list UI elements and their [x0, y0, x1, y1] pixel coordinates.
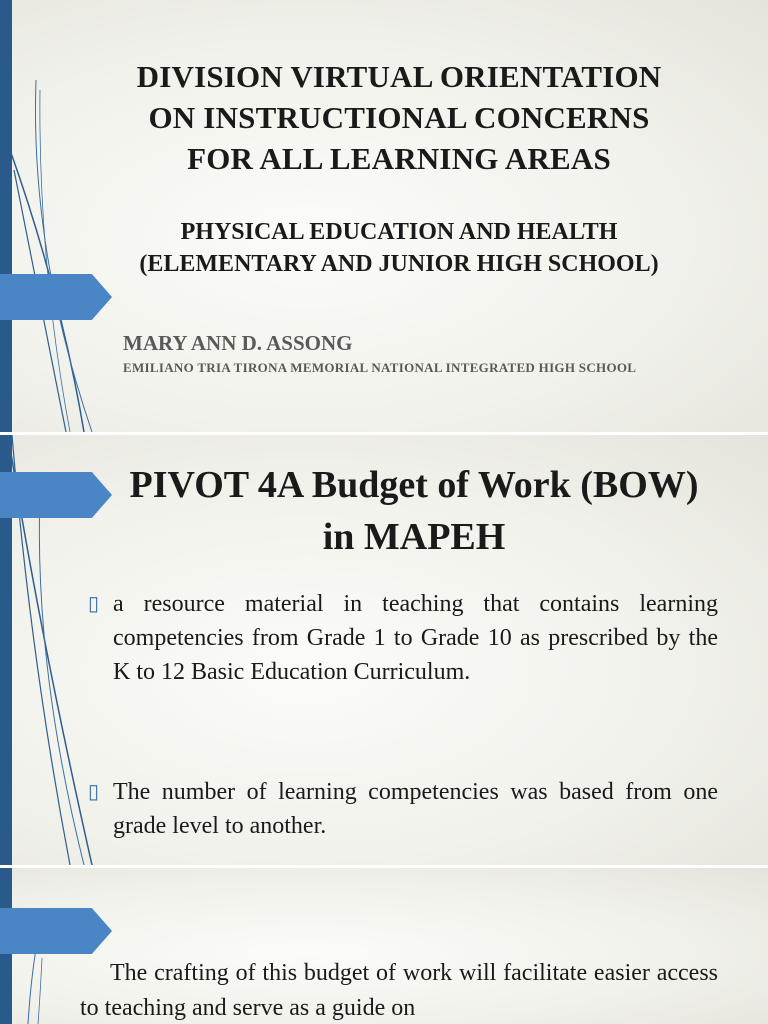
slide-paragraph: The crafting of this budget of work will facilitate easier access to teaching and serve as a guide on	[80, 960, 718, 1021]
author-name: MARY ANN D. ASSONG	[123, 331, 353, 355]
title-line: FOR ALL LEARNING AREAS	[187, 141, 611, 176]
bullet-item	[88, 587, 718, 689]
bullet-text: The number of learning competencies was based from one grade level to another.	[113, 779, 718, 839]
title-line: DIVISION VIRTUAL ORIENTATION	[136, 59, 662, 94]
slide-title	[0, 0, 768, 432]
slide-tab-marker	[0, 274, 112, 320]
bullet-box-icon: ▯	[88, 781, 100, 803]
bullet-item	[88, 775, 718, 843]
slide-subtitle	[60, 216, 738, 280]
slide-crafting	[0, 868, 768, 1024]
title-line: PIVOT 4A Budget of Work (BOW)	[129, 464, 699, 506]
title-line: ON INSTRUCTIONAL CONCERNS	[148, 100, 650, 135]
bullet-box-icon: ▯	[88, 593, 100, 615]
subtitle-line: (ELEMENTARY AND JUNIOR HIGH SCHOOL)	[139, 251, 659, 277]
slide-bow	[0, 435, 768, 865]
bullet-text: a resource material in teaching that contains learning competencies from Grade 1 to Grade 10 as prescribed by the K to 12 Basic Education Curriculum.	[113, 591, 718, 685]
title-line: in MAPEH	[322, 516, 506, 558]
slide-bow-heading	[60, 459, 768, 563]
slide-tab-marker	[0, 908, 112, 954]
slide-title-heading	[60, 56, 738, 179]
subtitle-line: PHYSICAL EDUCATION AND HEALTH	[180, 219, 618, 245]
school-name: EMILIANO TRIA TIRONA MEMORIAL NATIONAL INTEGRATED HIGH SCHOOL	[123, 360, 637, 375]
